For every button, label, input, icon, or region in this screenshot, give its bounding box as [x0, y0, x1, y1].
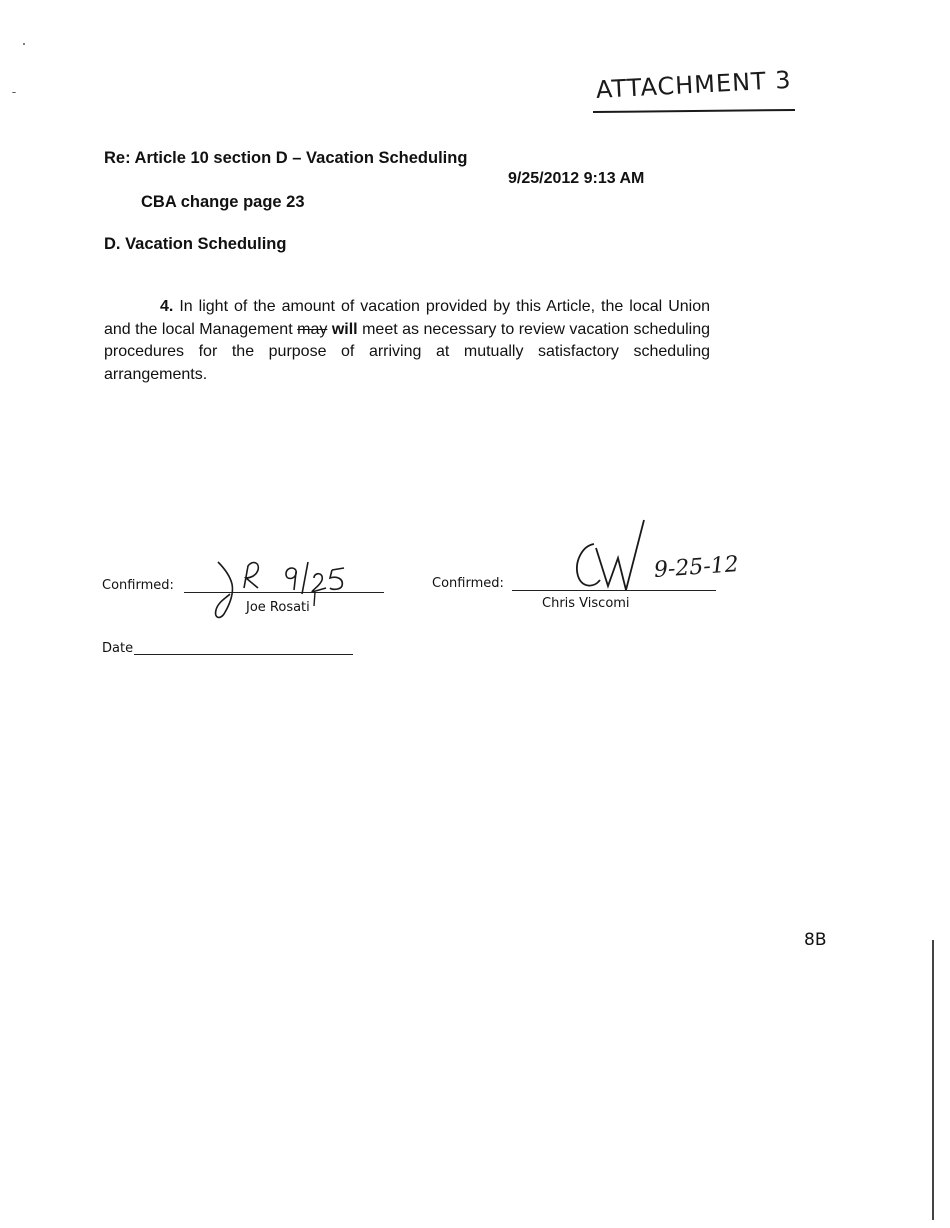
- handwritten-signature-right: [560, 518, 660, 598]
- cba-change-line: CBA change page 23: [141, 193, 305, 211]
- confirmed-label-left: Confirmed:: [102, 578, 174, 593]
- inserted-word: will: [331, 320, 358, 338]
- paragraph-4: [104, 296, 710, 386]
- paragraph-text-before: In light of the amount of vacation provided by this Article, the local Union and the local Management: [104, 298, 710, 338]
- signer-name-right: Chris Viscomi: [542, 596, 630, 611]
- section-heading: D. Vacation Scheduling: [104, 235, 287, 253]
- scan-speck: [12, 92, 16, 93]
- date-label: Date: [102, 641, 134, 656]
- scan-speck: [23, 43, 25, 45]
- signature-chris-viscomi: [560, 518, 660, 598]
- attachment-underline: [593, 109, 795, 113]
- paragraph-number: 4.: [160, 298, 174, 315]
- signer-name-left: Joe Rosati: [246, 600, 310, 615]
- confirmed-label-right: Confirmed:: [432, 576, 504, 591]
- handwritten-date-right: 9-25-12: [653, 552, 740, 583]
- subject-line: Re: Article 10 section D – Vacation Scheduling: [104, 149, 468, 167]
- paragraph-text-after: meet as necessary to review vacation scheduling procedures for the purpose of arriving at mutually satisfactory scheduling arrangements.: [104, 320, 710, 383]
- page-number: 8B: [804, 930, 827, 950]
- attachment-header: ATTACHMENT 3: [595, 65, 793, 104]
- scan-edge-line: [932, 940, 934, 1220]
- struck-word: may: [297, 320, 328, 338]
- date-line: [134, 654, 353, 655]
- timestamp: 9/25/2012 9:13 AM: [508, 170, 645, 187]
